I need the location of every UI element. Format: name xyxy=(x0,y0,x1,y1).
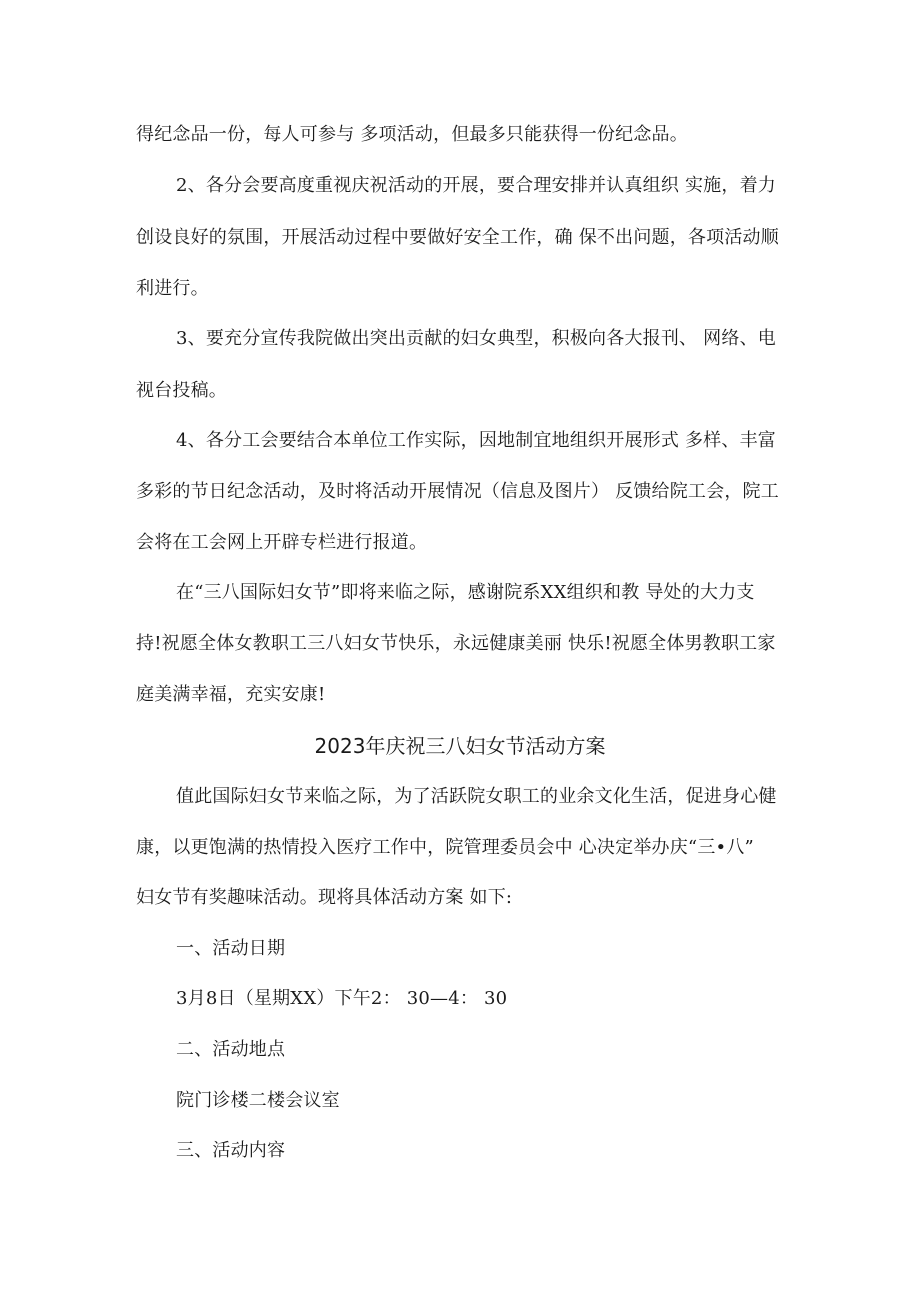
paragraph-line: 创设良好的氛围，开展活动过程中要做好安全工作，确 保不出问题，各项活动顺 xyxy=(136,227,779,248)
section-heading: 一、活动日期 xyxy=(176,938,286,959)
document-title: 2023年庆祝三八妇女节活动方案 xyxy=(314,734,606,758)
paragraph-line: 视台投稿。 xyxy=(136,380,227,401)
paragraph-line: 康，以更饱满的热情投入医疗工作中，院管理委员会中 心决定举办庆“三•八” xyxy=(136,837,754,858)
section-heading: 三、活动内容 xyxy=(176,1140,286,1161)
paragraph-line: 会将在工会网上开辟专栏进行报道。 xyxy=(136,532,428,553)
paragraph-line: 庭美满幸福，充实安康! xyxy=(136,684,326,705)
section-heading: 二、活动地点 xyxy=(176,1039,286,1060)
paragraph-line: 2、各分会要高度重视庆祝活动的开展，要合理安排并认真组织 实施，着力 xyxy=(176,175,776,196)
paragraph-line: 利进行。 xyxy=(136,278,209,299)
paragraph-line: 持!祝愿全体女教职工三八妇女节快乐，永远健康美丽 快乐!祝愿全体男教职工家 xyxy=(136,633,776,654)
paragraph-line: 在“三八国际妇女节”即将来临之际，感谢院系XX组织和教 导处的大力支 xyxy=(176,582,755,603)
paragraph-line: 值此国际妇女节来临之际，为了活跃院女职工的业余文化生活，促进身心健 xyxy=(176,786,777,807)
section-content: 3月8日（星期XX）下午2： 30—4： 30 xyxy=(176,988,508,1009)
paragraph-line: 妇女节有奖趣味活动。现将具体活动方案 如下: xyxy=(136,887,513,908)
paragraph-line: 3、要充分宣传我院做出突出贡献的妇女典型，积极向各大报刊、 网络、电 xyxy=(176,328,776,349)
paragraph-line: 得纪念品一份，每人可参与 多项活动，但最多只能获得一份纪念品。 xyxy=(136,124,688,145)
paragraph-line: 多彩的节日纪念活动，及时将活动开展情况（信息及图片） 反馈给院工会，院工 xyxy=(136,481,779,502)
paragraph-line: 4、各分工会要结合本单位工作实际，因地制宜地组织开展形式 多样、丰富 xyxy=(176,430,776,451)
section-content: 院门诊楼二楼会议室 xyxy=(176,1090,340,1111)
